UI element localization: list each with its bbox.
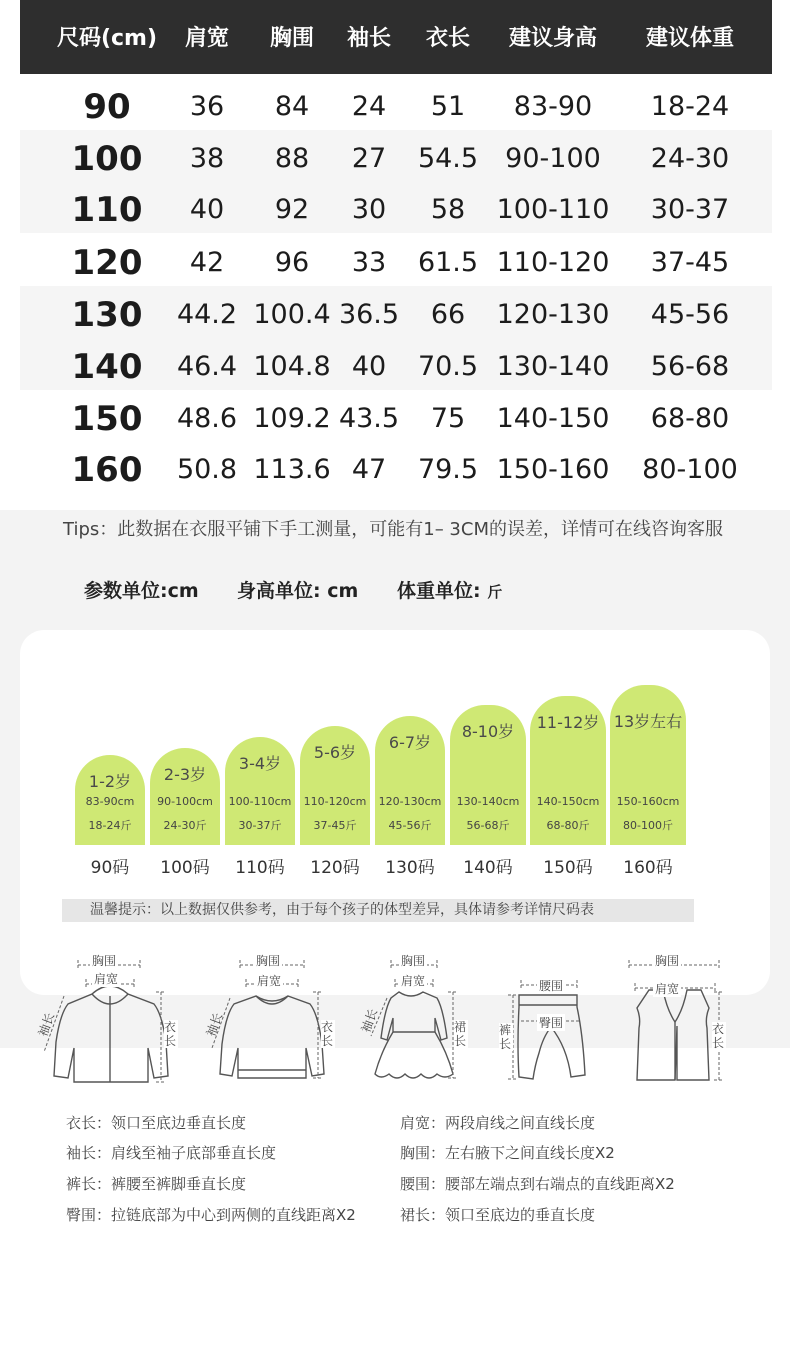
cell-sleeve: 24 [351,91,387,122]
cell-sleeve: 30 [351,194,387,225]
cell-weight: 30-37 [650,194,730,225]
header-sleeve: 袖长 [346,26,392,51]
cell-weight: 18-24 [650,91,730,122]
cell-weight: 24-30 [650,143,730,174]
weight-range-label: 80-100斤 [623,819,673,832]
cell-height: 90-100 [505,143,601,174]
cell-weight: 68-80 [650,403,730,434]
cell-length: 66 [430,299,466,330]
cell-shoulder: 42 [189,247,225,278]
cell-size: 100 [71,139,143,179]
size-code-label: 130码 [385,858,435,878]
age-label: 3-4岁 [238,754,282,773]
definition-length: 衣长：领口至底边垂直长度 [66,1114,247,1132]
pants-hip-label: 臀围 [539,1016,564,1030]
dress-length-label: 裙长 [454,1020,467,1048]
pants-waist-label: 腰围 [539,979,564,993]
height-range-label: 110-120cm [303,795,367,808]
cell-length: 70.5 [417,351,479,382]
weight-unit-value: 斤 [487,583,503,601]
header-shoulder: 肩宽 [184,26,230,51]
cell-chest: 96 [274,247,310,278]
dress-shoulder-label: 肩宽 [401,974,426,988]
cell-shoulder: 46.4 [176,351,238,382]
jacket-chest-label: 胸围 [92,954,117,968]
size-code-label: 110码 [235,858,285,878]
jacket-diagram [30,952,190,1087]
cell-sleeve: 43.5 [338,403,400,434]
cell-weight: 45-56 [650,299,730,330]
cell-size: 150 [71,399,143,439]
height-range-label: 150-160cm [616,795,680,808]
header-length: 衣长 [425,26,471,51]
cell-sleeve: 36.5 [338,299,400,330]
cell-chest: 113.6 [253,454,331,485]
cell-sleeve: 33 [351,247,387,278]
age-label: 5-6岁 [313,743,357,762]
height-range-label: 83-90cm [85,795,135,808]
weight-unit [397,576,502,607]
cell-chest: 104.8 [253,351,331,382]
definition-pants-length: 裤长：裤腰至裤脚垂直长度 [66,1175,247,1193]
age-bar [225,737,295,845]
tips-text: Tips：此数据在衣服平铺下手工测量，可能有1– 3CM的误差，详情可在线咨询客服 [63,519,723,540]
cell-height: 120-130 [496,299,610,330]
dress-chest-label: 胸围 [401,954,426,968]
cell-shoulder: 44.2 [176,299,238,330]
cell-weight: 56-68 [650,351,730,382]
cell-height: 100-110 [496,194,610,225]
size-code-label: 120码 [310,858,360,878]
sweater-sleeve-label: 袖长 [203,1010,226,1039]
vest-diagram [615,952,740,1087]
cell-chest: 109.2 [253,403,331,434]
weight-range-label: 24-30斤 [163,819,207,832]
cell-sleeve: 40 [351,351,387,382]
table-row [20,390,772,442]
age-bar [375,716,445,845]
cell-shoulder: 50.8 [176,454,238,485]
cell-shoulder: 40 [189,194,225,225]
cell-chest: 100.4 [253,299,331,330]
age-label: 6-7岁 [388,733,432,752]
cell-size: 90 [83,87,131,127]
age-label: 13岁左右 [613,712,683,731]
cell-shoulder: 48.6 [176,403,238,434]
cell-length: 54.5 [417,143,479,174]
param-unit: 参数单位:cm [84,580,199,602]
height-range-label: 140-150cm [536,795,600,808]
vest-length-label: 衣长 [712,1022,725,1050]
cell-height: 110-120 [496,247,610,278]
weight-range-label: 18-24斤 [88,819,132,832]
definition-sleeve: 袖长：肩线至袖子底部垂直长度 [66,1144,277,1162]
height-range-label: 120-130cm [378,795,442,808]
table-header [20,0,772,74]
table-row [20,338,772,390]
definition-chest: 胸围：左右腋下之间直线长度X2 [400,1144,615,1162]
cell-shoulder: 38 [189,143,225,174]
dress-diagram [355,952,485,1087]
weight-range-label: 45-56斤 [388,819,432,832]
cell-height: 83-90 [513,91,593,122]
cell-length: 61.5 [417,247,479,278]
cell-height: 130-140 [496,351,610,382]
table-row [20,286,772,338]
jacket-length-label: 衣长 [164,1020,177,1048]
jacket-shoulder-label: 肩宽 [94,972,119,986]
pants-length-label: 裤长 [499,1023,512,1051]
sweater-shoulder-label: 肩宽 [257,974,282,988]
jacket-sleeve-label: 袖长 [35,1010,58,1039]
height-range-label: 100-110cm [228,795,292,808]
table-row [20,181,772,233]
weight-range-label: 56-68斤 [466,819,510,832]
cell-length: 79.5 [417,454,479,485]
age-bar [530,696,606,845]
cell-size: 140 [71,347,143,387]
definition-shoulder: 肩宽：两段肩线之间直线长度 [400,1114,596,1132]
age-label: 2-3岁 [163,765,207,784]
table-row [20,441,772,493]
weight-unit-label: 体重单位: [397,580,488,602]
size-code-label: 140码 [463,858,513,878]
size-code-label: 150码 [543,858,593,878]
dress-sleeve-label: 袖长 [358,1006,381,1035]
cell-chest: 84 [274,91,310,122]
sweater-length-label: 衣长 [321,1020,334,1048]
cell-shoulder: 36 [189,91,225,122]
header-size: 尺码(cm) [56,26,158,51]
definition-hip: 臀围：拉链底部为中心到两侧的直线距离X2 [66,1206,356,1224]
cell-chest: 92 [274,194,310,225]
header-height: 建议身高 [508,26,598,51]
table-row [20,234,772,286]
cell-length: 75 [430,403,466,434]
weight-range-label: 68-80斤 [546,819,590,832]
age-bar [75,755,145,845]
size-table [20,0,772,510]
size-code-label: 90码 [90,858,130,878]
age-label: 8-10岁 [461,722,515,741]
weight-range-label: 30-37斤 [238,819,282,832]
age-bar [610,685,686,845]
age-bar [150,748,220,845]
age-bar [450,705,526,845]
cell-height: 140-150 [496,403,610,434]
weight-range-label: 37-45斤 [313,819,357,832]
cell-sleeve: 47 [351,454,387,485]
cell-size: 160 [71,450,143,490]
sweater-diagram [200,952,350,1087]
cell-size: 110 [71,190,143,230]
size-code-label: 160码 [623,858,673,878]
height-range-label: 130-140cm [456,795,520,808]
cell-chest: 88 [274,143,310,174]
age-label: 1-2岁 [88,772,132,791]
cell-sleeve: 27 [351,143,387,174]
cell-size: 130 [71,295,143,335]
cell-height: 150-160 [496,454,610,485]
vest-shoulder-label: 肩宽 [655,982,680,996]
size-code-label: 100码 [160,858,210,878]
pants-diagram [495,965,600,1087]
table-row [20,130,772,182]
height-range-label: 90-100cm [157,795,213,808]
cell-weight: 80-100 [642,454,738,485]
reminder-banner: 温馨提示：以上数据仅供参考，由于每个孩子的体型差异，具体请参考详情尺码表 [62,899,694,922]
header-chest: 胸围 [269,26,315,51]
cell-length: 51 [430,91,466,122]
sweater-chest-label: 胸围 [256,954,281,968]
cell-size: 120 [71,243,143,283]
header-weight: 建议体重 [645,26,735,51]
cell-weight: 37-45 [650,247,730,278]
age-bar [300,726,370,845]
definition-skirt-length: 裙长：领口至底边的垂直长度 [400,1206,596,1224]
height-unit: 身高单位: cm [237,580,359,602]
vest-chest-label: 胸围 [655,954,680,968]
definition-waist: 腰围：腰部左端点到右端点的直线距离X2 [400,1175,675,1193]
cell-length: 58 [430,194,466,225]
age-label: 11-12岁 [536,713,600,732]
table-row [20,78,772,130]
